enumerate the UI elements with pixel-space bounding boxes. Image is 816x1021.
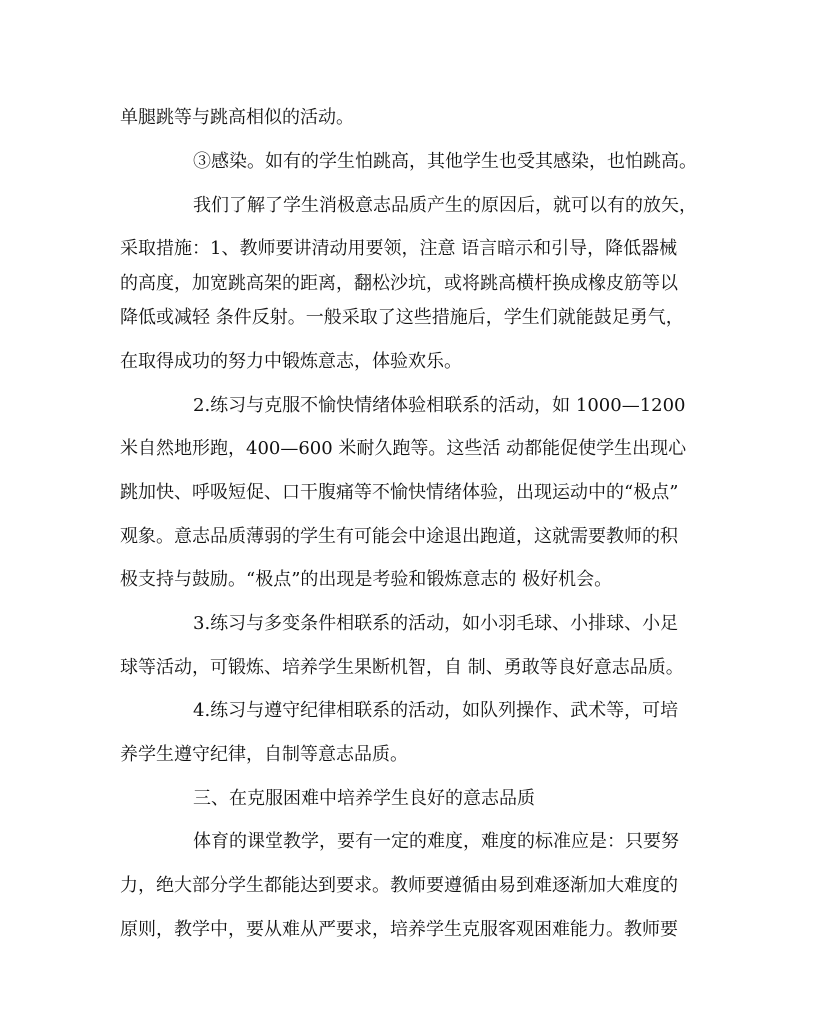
text-line: 采取措施：1、教师要讲清动用要领，注意 语言暗示和引导，降低器械 [120,238,678,259]
text-line: 在取得成功的努力中锻炼意志，体验欢乐。 [120,351,462,372]
text-line: 体育的课堂教学，要有一定的难度，难度的标准应是：只要努 [193,831,679,852]
text-line: 我们了解了学生消极意志品质产生的原因后，就可以有的放矢， [193,195,697,216]
text-line: 跳加快、呼吸短促、口干腹痛等不愉快情绪体验，出现运动中的“极点” [120,482,679,503]
text-line: 3.练习与多变条件相联系的活动，如小羽毛球、小排球、小足 [193,613,679,634]
text-line: 原则，教学中，要从难从严要求，培养学生克服客观困难能力。教师要 [120,919,678,940]
text-line: 极支持与鼓励。“极点”的出现是考验和锻炼意志的 极好机会。 [120,569,613,590]
text-line: 米自然地形跑，400—600 米耐久跑等。这些活 动都能促使学生出现心 [120,438,687,459]
text-line: 养学生遵守纪律，自制等意志品质。 [120,744,408,765]
text-line: 4.练习与遵守纪律相联系的活动，如队列操作、武术等，可培 [193,700,679,721]
section-heading: 三、在克服困难中培养学生良好的意志品质 [193,788,535,809]
text-line: 力，绝大部分学生都能达到要求。教师要遵循由易到难逐渐加大难度的 [120,875,678,896]
text-line: 球等活动，可锻炼、培养学生果断机智，自 制、勇敢等良好意志品质。 [120,657,684,678]
text-line: 的高度，加宽跳高架的距离，翻松沙坑，或将跳高横杆换成橡皮筋等以 [120,273,678,294]
text-line: 观象。意志品质薄弱的学生有可能会中途退出跑道，这就需要教师的积 [120,526,678,547]
text-line: ③感染。如有的学生怕跳高，其他学生也受其感染，也怕跳高。 [193,151,697,172]
text-line: 降低或减轻 条件反射。一般采取了这些措施后，学生们就能鼓足勇气， [120,307,684,328]
text-line: 单腿跳等与跳高相似的活动。 [120,107,354,128]
text-line: 2.练习与克服不愉快情绪体验相联系的活动，如 1000—1200 [193,395,686,416]
